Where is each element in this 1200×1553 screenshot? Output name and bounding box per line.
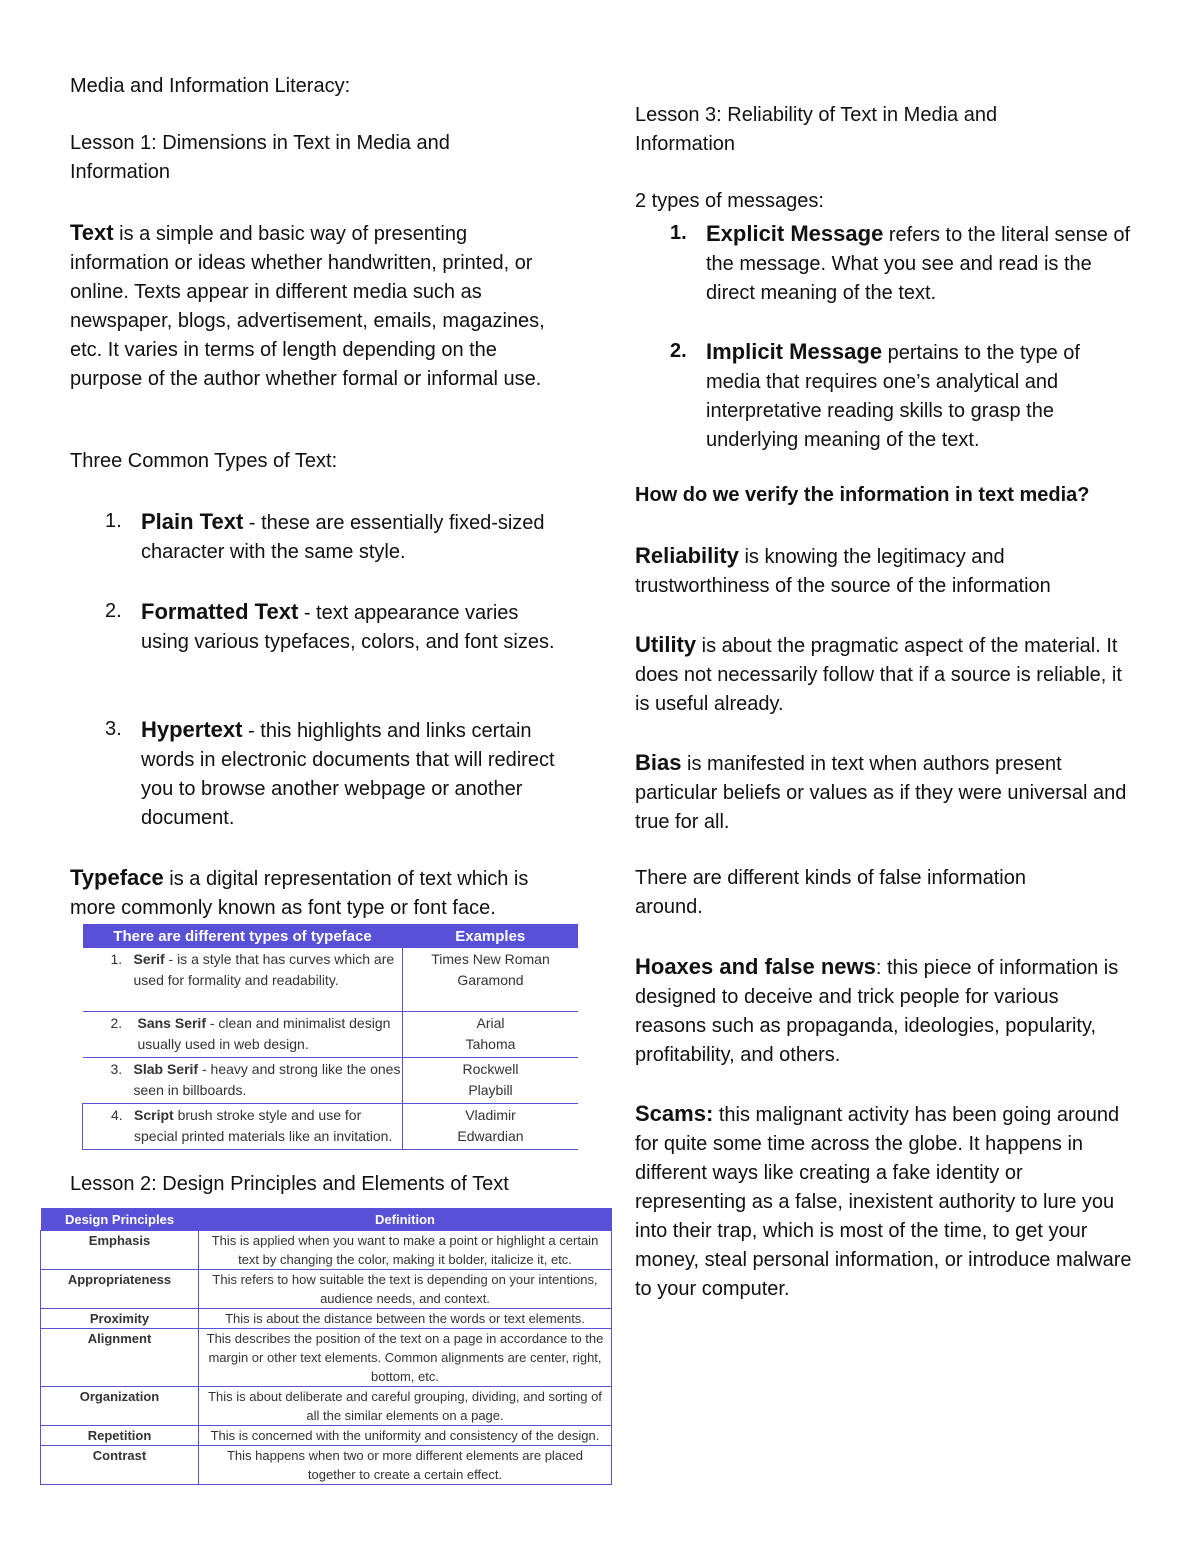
table-row: 3. Slab Serif - heavy and strong like the ones seen in billboards. Rockwell Playbill bbox=[83, 1058, 579, 1104]
table-row: Emphasis This is applied when you want to make a point or highlight a certain text by changing the color, making it bolder, italicize it, etc. bbox=[41, 1231, 612, 1270]
list-item: 3. Hypertext - this highlights and links certain words in electronic documents that will redirect you to browse another webpage or another document. bbox=[105, 717, 555, 829]
typeface-definition: Typeface is a digital representation of text which is more commonly known as font type or font face. bbox=[70, 865, 529, 919]
false-info-text: There are different kinds of false information around. bbox=[635, 867, 1026, 918]
scams-definition: Scams: this malignant activity has been going around for quite some time across the globe. It happens in different ways like creating a fake identity or representing as a false, inexistent authority to lure you into their trap, which is most of the time, to get your money, steal personal information, or introduce malware to your computer. bbox=[635, 1101, 1132, 1300]
table-row: 1. Serif - is a style that has curves which are used for formality and readability. Times New Roman Garamond bbox=[83, 948, 579, 1012]
typeface-table-header-types: There are different types of typeface bbox=[83, 924, 403, 948]
bias-definition: Bias is manifested in text when authors present particular beliefs or values as if they were universal and true for all. bbox=[635, 750, 1127, 833]
text-definition-body: is a simple and basic way of presenting information or ideas whether handwritten, printed, or online. Texts appear in different media such as newspaper, blogs, advertisement, emails, magazines, etc. It varies in terms of length depending on the purpose of the author whether formal or informal use. bbox=[70, 223, 545, 390]
messages-heading: 2 types of messages: bbox=[635, 190, 824, 212]
text-types-list bbox=[70, 507, 570, 833]
design-principles-table bbox=[40, 1208, 612, 1485]
design-table-header-definition: Definition bbox=[199, 1208, 612, 1231]
table-row: Proximity This is about the distance between the words or text elements. bbox=[41, 1309, 612, 1329]
table-row: Contrast This happens when two or more different elements are placed together to create a certain effect. bbox=[41, 1446, 612, 1485]
verify-question: How do we verify the information in text media? bbox=[635, 484, 1090, 506]
table-row: Alignment This describes the position of the text on a page in accordance to the margin or other text elements. Common alignments are center, right, bottom, etc. bbox=[41, 1329, 612, 1387]
lesson1-title: Lesson 1: Dimensions in Text in Media and Information bbox=[70, 132, 450, 183]
typeface-table bbox=[82, 924, 578, 1150]
table-row: Repetition This is concerned with the uniformity and consistency of the design. bbox=[41, 1426, 612, 1446]
course-title: Media and Information Literacy: bbox=[70, 75, 351, 97]
text-term: Text bbox=[70, 220, 114, 245]
list-item: 2. Formatted Text - text appearance varies using various typefaces, colors, and font sizes. bbox=[105, 599, 555, 653]
design-table-header-principles: Design Principles bbox=[41, 1208, 199, 1231]
table-row: 2. Sans Serif - clean and minimalist design usually used in web design. Arial Tahoma bbox=[83, 1012, 579, 1058]
table-row: 4. Script brush stroke style and use for special printed materials like an invitation. Vladimir Edwardian bbox=[83, 1104, 579, 1150]
lesson3-title: Lesson 3: Reliability of Text in Media and Information bbox=[635, 104, 998, 155]
message-types-list bbox=[635, 219, 1135, 455]
table-row: Appropriateness This refers to how suitable the text is depending on your intentions, audience needs, and context. bbox=[41, 1270, 612, 1309]
list-item: 1. Plain Text - these are essentially fixed-sized character with the same style. bbox=[105, 509, 545, 563]
list-item: 2. Implicit Message pertains to the type of media that requires one’s analytical and interpretative reading skills to grasp the underlying meaning of the text. bbox=[670, 339, 1080, 451]
hoaxes-definition: Hoaxes and false news: this piece of information is designed to deceive and trick people for various reasons such as propaganda, ideologies, popularity, profitability, and others. bbox=[635, 954, 1119, 1066]
typeface-table-header-examples: Examples bbox=[403, 924, 579, 948]
table-row: Organization This is about deliberate and careful grouping, dividing, and sorting of all the similar elements on a page. bbox=[41, 1387, 612, 1426]
text-definition bbox=[70, 218, 570, 394]
lesson2-title: Lesson 2: Design Principles and Elements of Text bbox=[70, 1173, 509, 1195]
reliability-definition: Reliability is knowing the legitimacy and trustworthiness of the source of the information bbox=[635, 543, 1051, 597]
list-item: 1. Explicit Message refers to the literal sense of the message. What you see and read is the direct meaning of the text. bbox=[670, 221, 1131, 304]
utility-definition: Utility is about the pragmatic aspect of the material. It does not necessarily follow that if a source is reliable, it is useful already. bbox=[635, 632, 1122, 715]
typeface-term: Typeface bbox=[70, 865, 164, 890]
types-heading: Three Common Types of Text: bbox=[70, 450, 338, 472]
